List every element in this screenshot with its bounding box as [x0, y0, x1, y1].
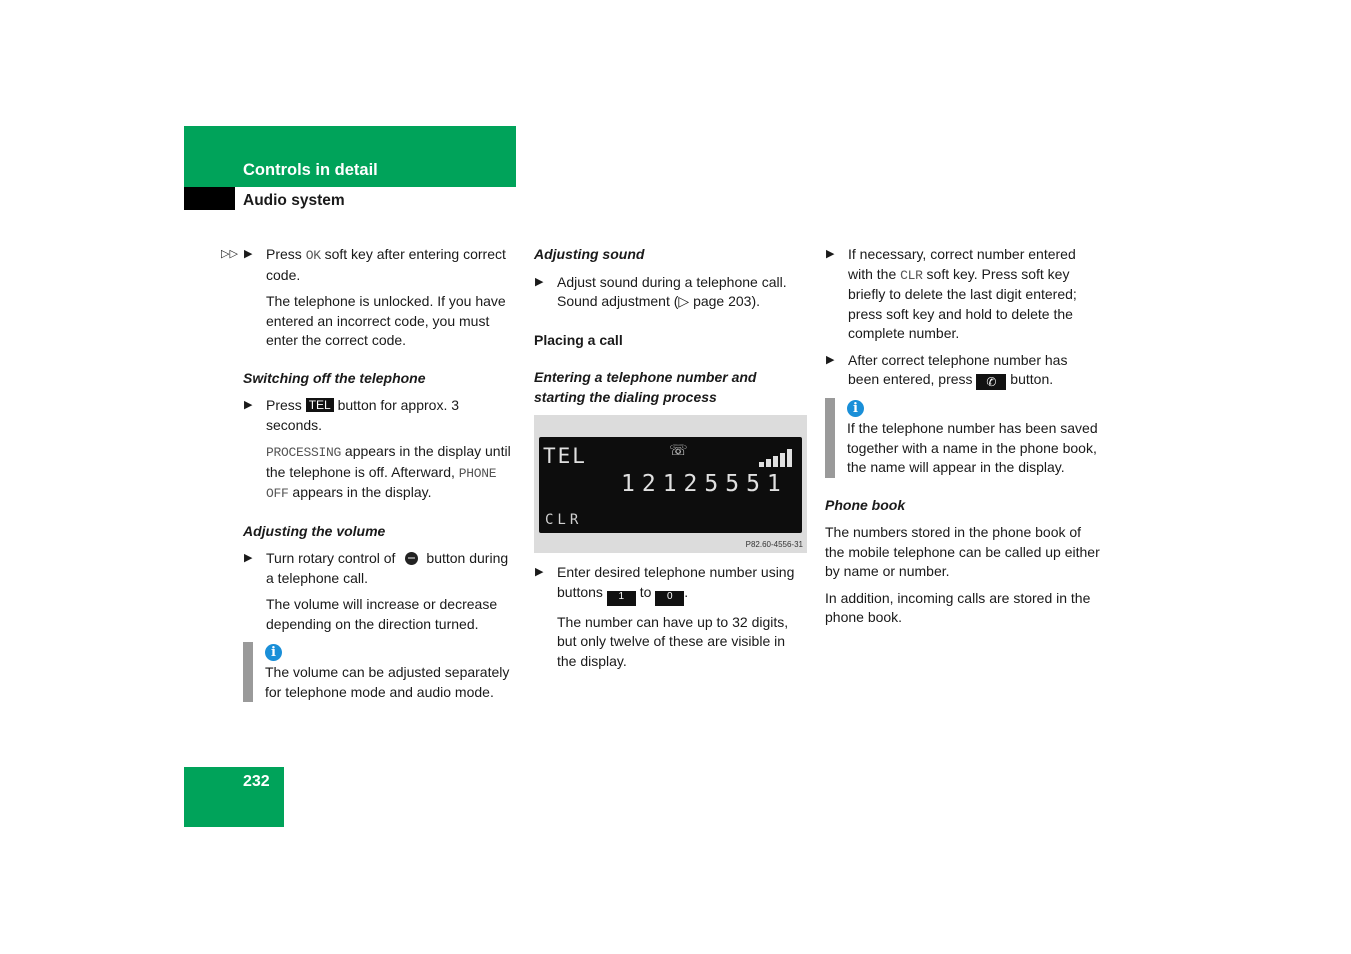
bullet-arrow-icon: ▶	[244, 552, 253, 564]
body-text: The numbers stored in the phone book of the mobile telephone can be called up either by name or number.	[825, 524, 1100, 579]
bullet-arrow-icon: ▶	[826, 248, 835, 260]
lcd-tel-label: TEL	[543, 444, 587, 468]
body-text: In addition, incoming calls are stored in the phone book.	[825, 589, 1091, 625]
heading: Placing a call	[534, 331, 623, 348]
result-text: The telephone is unlocked. If you have entered an incorrect code, you must enter the correct code.	[266, 293, 506, 348]
bullet-arrow-icon: ▶	[244, 248, 253, 260]
instruction-item: ▶ Enter desired telephone number using buttons 1 to 0 .	[534, 563, 808, 606]
figure-reference: P82.60-4556-31	[745, 540, 803, 549]
bullet-arrow-icon: ▶	[826, 353, 835, 366]
section-tab-marker	[184, 187, 235, 210]
page-number: 232	[243, 773, 270, 790]
bullet-arrow-icon: ▶	[244, 399, 253, 411]
info-icon: i	[847, 400, 864, 417]
call-button-icon: ✆	[976, 374, 1006, 390]
instruction-item: ▶ If necessary, correct number entered with the CLR soft key. Press soft key briefly to delete the last digit entered; press soft key and hold to delete the complete number.	[826, 246, 1077, 341]
column-1	[243, 245, 518, 702]
instruction-item: ▶ After correct telephone number has been entered, press ✆ button.	[826, 351, 1068, 389]
softkey-label: CLR	[900, 267, 923, 283]
info-note: i If the telephone number has been saved together with a name in the phone book, the name will appear in the display.	[825, 398, 1100, 478]
subheading: Adjusting sound	[534, 246, 645, 262]
handset-icon: ☏	[669, 442, 688, 459]
info-bar	[825, 398, 835, 478]
column-3	[825, 245, 1100, 628]
subheading: Phone book	[825, 496, 906, 513]
info-bar	[243, 642, 253, 702]
display-illustration	[534, 415, 807, 553]
tel-button-icon: TEL	[306, 398, 334, 412]
subheading: Adjusting the volume	[243, 522, 386, 539]
info-icon: i	[265, 644, 282, 661]
instruction-item: ▶ Press OK soft key after entering correct code.	[244, 246, 506, 283]
continued-marker: ▷▷	[221, 248, 238, 260]
column-2	[534, 245, 808, 678]
instruction-item: ▶ Press TEL button for approx. 3 seconds.	[244, 397, 460, 433]
info-note: i The volume can be adjusted separately for telephone mode and audio mode.	[243, 642, 518, 702]
key-0-icon: 0	[655, 591, 684, 606]
subheading: Entering a telephone number and starting the dialing process	[534, 369, 757, 405]
result-text: The number can have up to 32 digits, but only twelve of these are visible in the display.	[557, 613, 789, 669]
lcd-number: 12125551	[621, 471, 788, 497]
result-text: PROCESSING appears in the display until the telephone is off. Afterward, PHONE OFF appears in the display.	[266, 443, 511, 501]
lcd-screen	[539, 437, 802, 533]
instruction-item: ▶ Turn rotary control of button during a telephone call.	[244, 550, 509, 586]
section-subtitle: Audio system	[243, 192, 345, 209]
instruction-item: ▶ Adjust sound during a telephone call. Sound adjustment (▷ page 203).	[535, 273, 787, 309]
lcd-clr-label: CLR	[545, 512, 583, 528]
bullet-arrow-icon: ▶	[535, 566, 544, 578]
subheading: Switching off the telephone	[243, 369, 426, 386]
section-title: Controls in detail	[243, 161, 378, 179]
result-text: The volume will increase or decrease depending on the direction turned.	[266, 596, 498, 632]
bullet-arrow-icon: ▶	[535, 275, 544, 288]
key-1-icon: 1	[607, 591, 636, 606]
rotary-knob-icon	[405, 552, 418, 565]
signal-strength-icon	[759, 447, 799, 467]
softkey-label: OK	[305, 248, 321, 263]
